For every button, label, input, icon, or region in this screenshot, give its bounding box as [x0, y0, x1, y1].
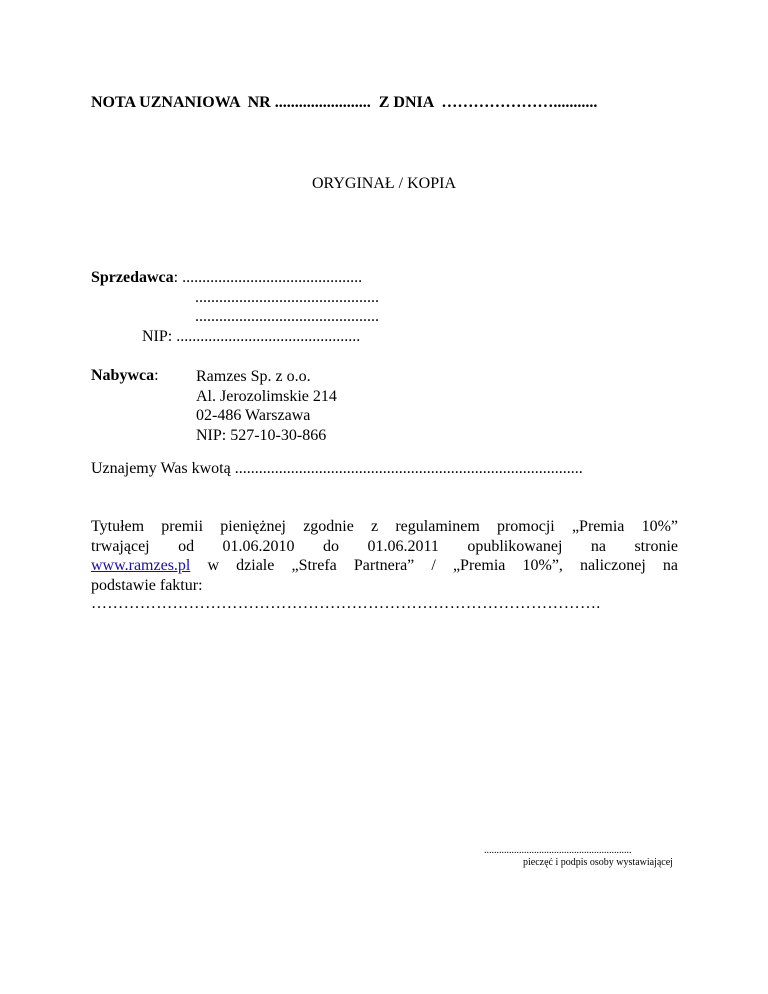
buyer-label: Nabywca: [91, 367, 155, 384]
buyer-nip: NIP: 527-10-30-866: [196, 426, 327, 444]
body-line-3-rest: w dziale „Strefa Partnera” / „Premia 10%”, naliczonej na: [190, 557, 678, 574]
buyer-street: Al. Jerozolimskie 214: [196, 387, 337, 405]
body-line-3: [91, 556, 678, 576]
seller-label: Sprzedawca: [91, 269, 174, 286]
title-date-dots: …………………...........: [441, 94, 598, 111]
buyer-name: Ramzes Sp. z o.o.: [196, 368, 311, 385]
buyer-label-colon: :: [154, 367, 159, 384]
body-line-1: Tytułem premii pieniężnej zgodnie z regulaminem promocji „Premia 10%”: [91, 518, 678, 535]
buyer-city: 02-486 Warszawa: [196, 407, 311, 424]
signature-label: pieczęć i podpis osoby wystawiającej: [523, 857, 673, 868]
body-paragraph: [91, 517, 678, 595]
title-prefix: NOTA UZNANIOWA NR ........................ Z DNIA: [91, 94, 442, 111]
copy-type-label: ORYGINAŁ / KOPIA: [312, 175, 456, 192]
body-line-2: trwającej od 01.06.2010 do 01.06.2011 opublikowanej na stronie: [91, 537, 678, 555]
buyer-address: [196, 367, 337, 445]
buyer-label-wrap: [91, 367, 159, 385]
seller-section: [91, 268, 379, 346]
invoices-dots: ………………………………………………………………………………….: [91, 595, 601, 612]
body-line-4: podstawie faktur:: [91, 576, 203, 594]
website-link[interactable]: www.ramzes.pl: [91, 557, 191, 574]
amount-line: Uznajemy Was kwotą .......................................................................................: [91, 460, 583, 477]
seller-line-3: ..............................................: [195, 308, 379, 325]
seller-line-2: ..............................................: [195, 288, 379, 306]
seller-line-1: : .............................................: [173, 269, 363, 286]
document-title: [91, 94, 597, 112]
signature-dots: ...........................................................: [484, 845, 632, 856]
seller-nip: NIP: ..............................................: [142, 327, 361, 345]
